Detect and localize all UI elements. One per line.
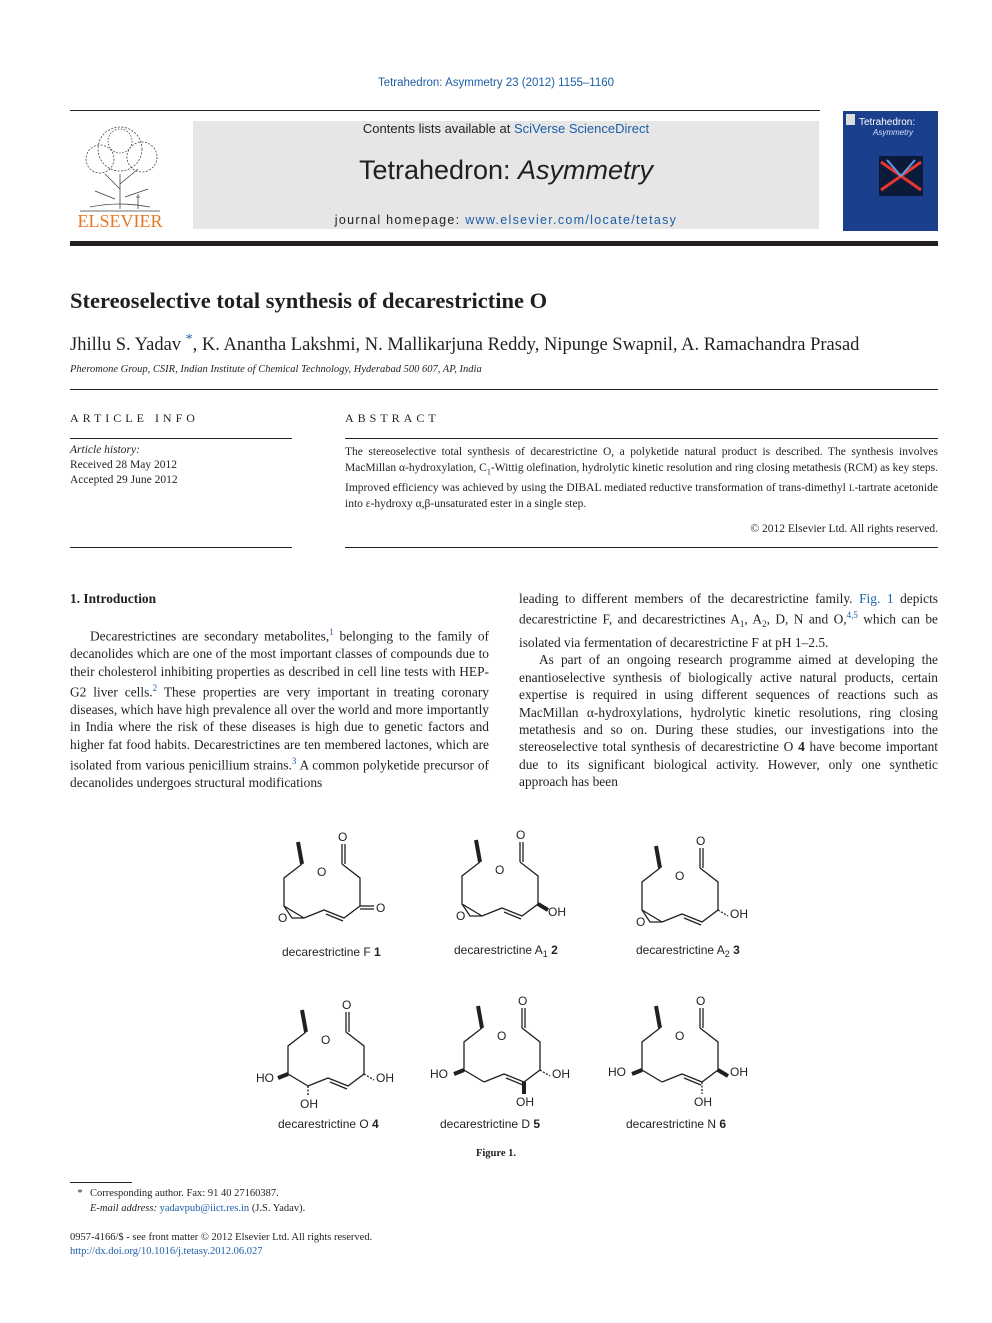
footnote-rule: [70, 1182, 132, 1183]
compound-label: decarestrictine $A_2$ 3: [636, 943, 740, 959]
history-label: Article history:: [70, 444, 140, 456]
publisher-name: ELSEVIER: [77, 211, 163, 231]
structure-decarestrictine-d: [430, 994, 570, 1109]
tree-icon: [80, 127, 160, 211]
article-info-rule: [70, 438, 292, 439]
journal-cover[interactable]: [843, 111, 938, 231]
footnotes: [70, 1186, 305, 1216]
figure-1: [250, 830, 770, 1135]
abstract-text: The stereoselective total synthesis of decarestrictine O, a polyketide natural product is described. The synthesis involves MacMillan α-hydroxylation, $C_1$-Wittig olefination, hydrolytic kinetic resolution and ring closing metathesis (RCM) as key steps. Improved efficiency was achieved by using the DIBAL mediated reductive transformation of trans-dimethyl L-tartrate acetonide into ε-hydroxy α,β-unsaturated ester in a single step.: [345, 446, 938, 511]
section-heading: 1. Introduction: [70, 591, 157, 606]
atom-label: O: [495, 863, 505, 877]
atom-label: OH: [300, 1097, 318, 1111]
figure-caption: Figure 1.: [475, 1148, 517, 1159]
abstract-bottom-rule: [345, 547, 938, 548]
atom-label: O: [636, 915, 646, 929]
journal-homepage: journal homepage: www.elsevier.com/locate/tetasy: [334, 213, 678, 227]
author[interactable]: A. Ramachandra Prasad: [681, 335, 860, 356]
cover-publisher-icon: [846, 114, 855, 125]
affiliation: Pheromone Group, CSIR, Indian Institute of Chemical Technology, Hyderabad 500 607, AP, India: [70, 364, 482, 375]
structure-decarestrictine-n: [608, 994, 748, 1109]
atom-label: OH: [730, 1065, 748, 1079]
author[interactable]: N. Mallikarjuna Reddy: [364, 335, 535, 356]
doi-link[interactable]: http://dx.doi.org/10.1016/j.tetasy.2012.06.027: [70, 1246, 263, 1257]
cover-title: Tetrahedron:: [859, 117, 916, 128]
paragraph: As part of an ongoing research programme aimed at developing the enantioselective synthesis of biologically active natural products, certain expertise is required in using different sequences of reactions such as MacMillan α-hydroxylations, hydrolytic kinetic resolutions, ring closing metathesis and so on. During these studies, our investigations into the stereoselective total synthesis of decarestrictine O 4 have become important due to its significant biological activity. However, only one synthetic approach has been: [519, 652, 938, 790]
paragraph: leading to different members of the decarestrictine family. Fig. 1 depicts decarestrictine F, and decarestrictines $A_1$, $A_2$, D, N and O,$^{4,5}$ which can be isolated via fermentation of decarestrictine F at pH 1–2.5.: [519, 591, 938, 650]
abstract-heading: ABSTRACT: [345, 411, 440, 425]
atom-label: HO: [608, 1065, 626, 1079]
received-date: Received 28 May 2012: [70, 459, 177, 471]
compound-label: decarestrictine O 4: [278, 1117, 379, 1131]
compound-label: decarestrictine N 6: [626, 1117, 727, 1131]
atom-label: O: [675, 869, 685, 883]
body-column-left: [70, 590, 489, 791]
author[interactable]: Jhillu S. Yadav: [70, 335, 182, 356]
atom-label: HO: [430, 1067, 448, 1081]
author[interactable]: K. Anantha Lakshmi: [201, 335, 356, 356]
issn-line: 0957-4166/$ - see front matter © 2012 Elsevier Ltd. All rights reserved.: [70, 1232, 373, 1243]
copyright-notice: © 2012 Elsevier Ltd. All rights reserved.: [750, 523, 938, 535]
article-info-bottom-rule: [70, 547, 292, 548]
atom-label: OH: [516, 1095, 534, 1109]
elsevier-logo[interactable]: [70, 119, 170, 231]
paragraph: Decarestrictines are secondary metabolites,$^1$ belonging to the family of decanolides which are one of the most important classes of compounds due to their cholesterol inhibiting properties as described in cell line tests with HEP-G2 liver cells.$^2$ These properties are very important in treating coronary diseases, which have high prevalence all over the world and more importantly in India where the risk of these diseases is high due to genetic factors and higher fat food habits. Decarestrictines are ten membered lactones, which are isolated from various penicillium strains.$^3$ A common polyketide precursor of decanolides undergoes structural modifications: [70, 627, 490, 791]
contents-line: Contents lists available at SciVerse ScienceDirect: [362, 121, 650, 136]
front-matter: [70, 1231, 372, 1259]
atom-label: O: [342, 998, 352, 1012]
atom-label: OH: [552, 1067, 570, 1081]
article-title: Stereoselective total synthesis of decarestrictine O: [70, 288, 548, 313]
sciencedirect-link[interactable]: SciVerse ScienceDirect: [513, 121, 650, 136]
atom-label: O: [696, 994, 706, 1008]
author[interactable]: Nipunge Swapnil: [543, 335, 673, 356]
journal-citation[interactable]: Tetrahedron: Asymmetry 23 (2012) 1155–1160: [377, 77, 615, 89]
atom-label: O: [497, 1029, 507, 1043]
atom-label: O: [696, 834, 706, 848]
compound-label: decarestrictine $A_1$ 2: [454, 943, 558, 959]
atom-label: O: [675, 1029, 685, 1043]
header-rule: [70, 110, 820, 111]
atom-label: OH: [376, 1071, 394, 1085]
compound-label: decarestrictine F 1: [282, 945, 381, 959]
atom-label: O: [376, 901, 386, 915]
corresponding-author-note: * Corresponding author. Fax: 91 40 27160387.: [77, 1188, 279, 1199]
atom-label: HO: [256, 1071, 274, 1085]
accepted-date: Accepted 29 June 2012: [70, 474, 178, 486]
structure-decarestrictine-a2: [636, 834, 748, 929]
abstract-rule: [345, 438, 938, 439]
atom-label: O: [456, 909, 466, 923]
homepage-link[interactable]: www.elsevier.com/locate/tetasy: [465, 213, 678, 227]
journal-name: Tetrahedron: Asymmetry: [358, 155, 654, 185]
atom-label: O: [516, 830, 526, 842]
email-note: E-mail address: yadavpub@iict.res.in (J.S. Yadav).: [90, 1203, 306, 1214]
section-rule: [70, 389, 938, 390]
atom-label: OH: [548, 905, 566, 919]
atom-label: O: [321, 1033, 331, 1047]
structure-decarestrictine-a1: [456, 830, 566, 923]
compound-label: decarestrictine D 5: [440, 1117, 541, 1131]
atom-label: O: [278, 911, 288, 925]
atom-label: OH: [730, 907, 748, 921]
atom-label: O: [338, 830, 348, 844]
cover-graphic-icon: [879, 156, 923, 196]
article-info-heading: ARTICLE INFO: [70, 411, 199, 425]
body-column-right: [519, 590, 938, 791]
atom-label: O: [518, 994, 528, 1008]
structure-decarestrictine-o: [256, 998, 394, 1111]
cover-subtitle: Asymmetry: [873, 128, 913, 137]
atom-label: O: [317, 865, 327, 879]
corresponding-author-mark[interactable]: *: [185, 332, 193, 347]
atom-label: OH: [694, 1095, 712, 1109]
header-thick-rule: [70, 241, 938, 246]
author-list: Jhillu S. Yadav *, K. Anantha Lakshmi, N. Mallikarjuna Reddy, Nipunge Swapnil, A. Ramachandra Prasad: [70, 332, 860, 356]
article-history: [70, 443, 178, 488]
email-link[interactable]: yadavpub@iict.res.in: [159, 1203, 250, 1214]
structure-decarestrictine-f: [278, 830, 385, 925]
